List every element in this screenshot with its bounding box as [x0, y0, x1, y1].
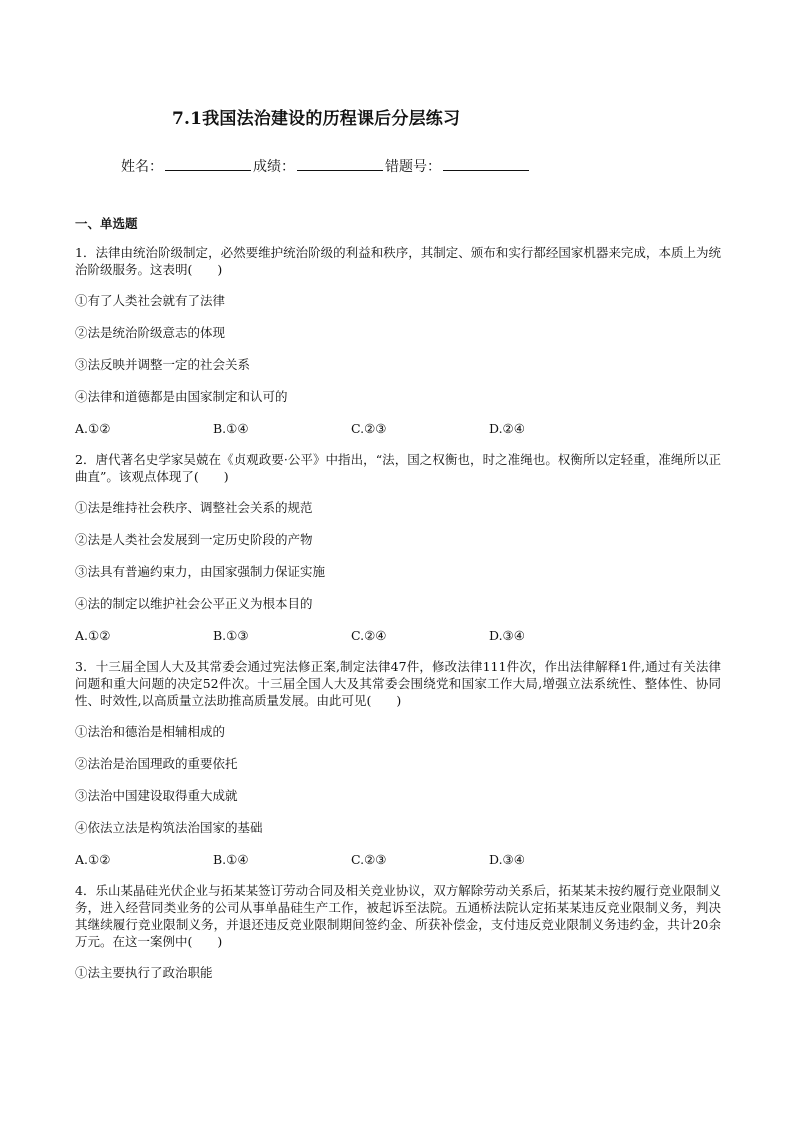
name-label: 姓名：	[121, 159, 163, 175]
choice-b: B.①④	[213, 852, 249, 867]
choice-c: C.②③	[351, 421, 387, 436]
section-heading: 一、单选题	[75, 216, 138, 231]
choice-c: C.②③	[351, 852, 387, 867]
question-stem: 4．乐山某晶硅光伏企业与拓某某签订劳动合同及相关竞业协议，双方解除劳动关系后，拓某某未按约履行竞业限制义务，进入经营同类业务的公司从事单晶硅生产工作，被起诉至法院。五通桥法院认定拓某某违反竞业限制义务，判决其继续履行竞业限制义务，并退还违反竞业限制期间签约金、所获补偿金，支付违反竞业限制义务违约金，共计20余万元。在这一案例中( )	[75, 883, 721, 949]
question-stem: 2．唐代著名史学家吴兢在《贞观政要·公平》中指出，“法，国之权衡也，时之准绳也。权衡所以定轻重，准绳所以正曲直”。该观点体现了( )	[75, 452, 721, 484]
choice-d: D.②④	[489, 421, 525, 436]
question-list	[75, 244, 721, 996]
statement-option: ①有了人类社会就有了法律	[75, 293, 226, 308]
statement-option: ①法是维持社会秩序、调整社会关系的规范	[75, 500, 313, 515]
choice-a: A.①②	[75, 421, 111, 436]
wrong-number-label: 错题号：	[385, 159, 441, 175]
wrong-number-blank	[443, 154, 529, 171]
choice-c: C.②④	[351, 628, 387, 643]
name-blank	[165, 154, 251, 171]
statement-option: ④法律和道德都是由国家制定和认可的	[75, 389, 288, 404]
question	[75, 244, 721, 437]
answer-choices	[75, 420, 721, 437]
question	[75, 658, 721, 868]
page-title: 7.1我国法治建设的历程课后分层练习	[172, 109, 461, 129]
statement-option: ②法是人类社会发展到一定历史阶段的产物	[75, 532, 313, 547]
student-info-row	[121, 154, 531, 176]
choice-b: B.①④	[213, 421, 249, 436]
statement-option: ②法治是治国理政的重要依托	[75, 756, 238, 771]
question-stem: 3．十三届全国人大及其常委会通过宪法修正案,制定法律47件，修改法律111件次，作出法律解释1件,通过有关法律问题和重大问题的决定52件次。十三届全国人大及其常委会围绕党和国家工作大局,增强立法系统性、整体性、协同性、时效性,以高质量立法助推高质量发展。由此可见( )	[75, 659, 721, 708]
statement-option: ④依法立法是构筑法治国家的基础	[75, 820, 263, 835]
statement-option: ①法主要执行了政治职能	[75, 965, 213, 980]
statement-option: ③法治中国建设取得重大成就	[75, 788, 238, 803]
choice-a: A.①②	[75, 852, 111, 867]
choice-d: D.③④	[489, 628, 525, 643]
question	[75, 882, 721, 981]
answer-choices	[75, 851, 721, 868]
statement-option: ③法反映并调整一定的社会关系	[75, 357, 251, 372]
question	[75, 451, 721, 644]
choice-b: B.①③	[213, 628, 249, 643]
answer-choices	[75, 627, 721, 644]
statement-option: ③法具有普遍约束力，由国家强制力保证实施	[75, 564, 326, 579]
statement-option: ②法是统治阶级意志的体现	[75, 325, 226, 340]
score-blank	[297, 154, 383, 171]
choice-a: A.①②	[75, 628, 111, 643]
score-label: 成绩：	[253, 159, 295, 175]
question-stem: 1．法律由统治阶级制定，必然要维护统治阶级的利益和秩序，其制定、颁布和实行都经国家机器来完成，本质上为统治阶级服务。这表明( )	[75, 245, 721, 277]
statement-option: ④法的制定以维护社会公平正义为根本目的	[75, 596, 313, 611]
choice-d: D.③④	[489, 852, 525, 867]
statement-option: ①法治和德治是相辅相成的	[75, 724, 226, 739]
